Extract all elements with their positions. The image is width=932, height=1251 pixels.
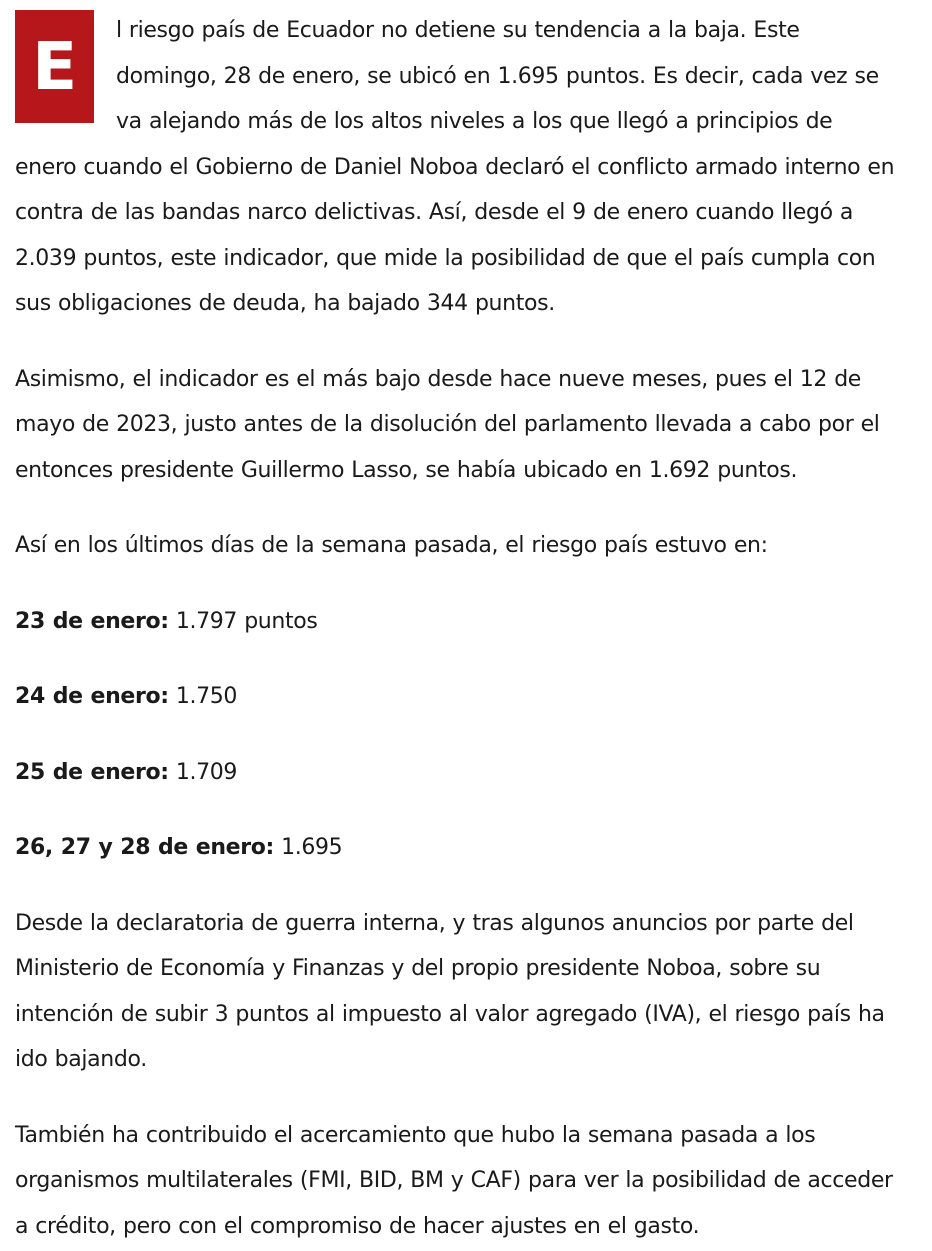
article-paragraph-intro	[15, 8, 895, 327]
article-paragraph-4: Desde la declaratoria de guerra interna, y tras algunos anuncios por parte del Ministerio de Economía y Finanzas y del propio presidente Noboa, sobre su intención de subir 3 puntos al impuesto al valor agregado (IVA), el riesgo país ha ido bajando.	[15, 910, 885, 1072]
article-paragraph-3: Así en los últimos días de la semana pasada, el riesgo país estuvo en:	[15, 533, 768, 558]
entry-date-label: 23 de enero:	[15, 608, 169, 634]
intro-text: l riesgo país de Ecuador no detiene su tendencia a la baja. Este domingo, 28 de enero, se ubicó en 1.695 puntos. Es decir, cada vez se va alejando más de los altos niveles a los que llegó a principios de enero cuando el Gobierno de Daniel Noboa declaró el conflicto armado interno en contra de las bandas narco delictivas. Así, desde el 9 de enero cuando llegó a 2.039 puntos, este indicador, que mide la posibilidad de que el país cumpla con sus obligaciones de deuda, ha bajado 344 puntos.	[15, 18, 895, 316]
entry-date-label: 24 de enero:	[15, 684, 169, 709]
drop-cap-letter: E	[15, 10, 94, 123]
list-item	[15, 674, 895, 720]
entry-value: 1.709	[168, 759, 238, 785]
list-item	[15, 599, 895, 645]
article-paragraph-5: También ha contribuido el acercamiento que hubo la semana pasada a los organismos multilaterales (FMI, BID, BM y CAF) para ver la posibilidad de acceder a crédito, pero con el compromiso de hacer ajustes en el gasto.	[15, 1122, 893, 1239]
entry-date-label: 25 de enero:	[15, 759, 169, 785]
entry-date-label: 26, 27 y 28 de enero:	[15, 835, 274, 860]
list-item	[15, 750, 895, 796]
entry-value: 1.797 puntos	[168, 608, 318, 634]
list-item	[15, 825, 895, 871]
article-body	[15, 8, 895, 1249]
entry-value: 1.750	[168, 684, 238, 709]
article-paragraph-2: Asimismo, el indicador es el más bajo desde hace nueve meses, pues el 12 de mayo de 2023, justo antes de la disolución del parlamento llevada a cabo por el entonces presidente Guillermo Lasso, se había ubicado en 1.692 puntos.	[15, 366, 880, 483]
entry-value: 1.695	[273, 835, 343, 860]
